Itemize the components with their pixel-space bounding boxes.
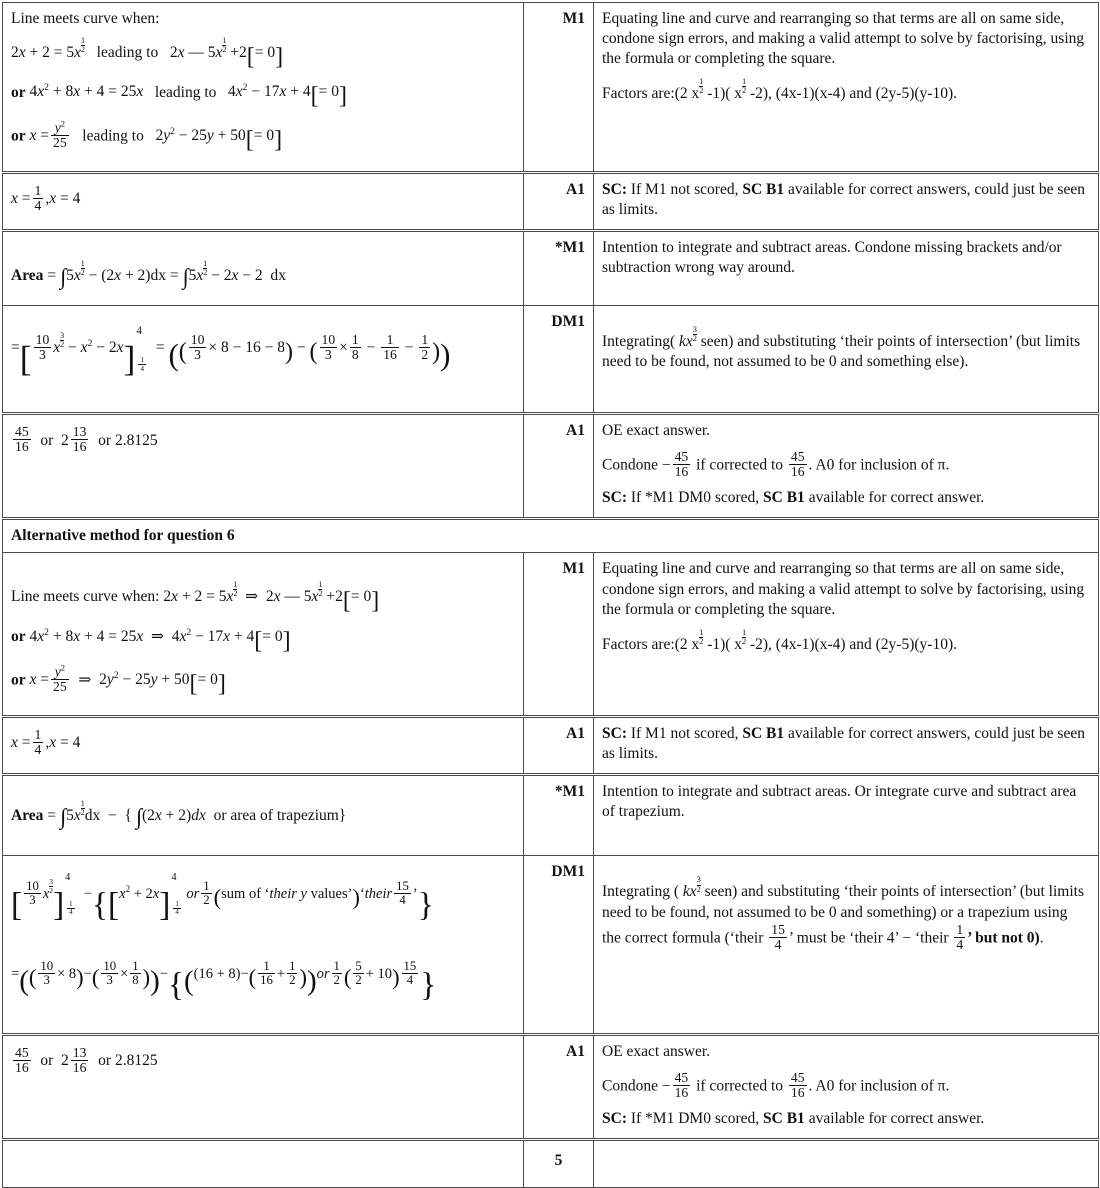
note-integrating: Integrating( kx $\frac{3}{2}$ seen) and substituting ‘their points of intersection’ (but limits need to be found, not assumed to be 0 and something else). [602, 325, 1081, 371]
kx-term: kx [679, 333, 693, 351]
sc-b1-label: SC B1 [742, 724, 785, 742]
table-row [3, 1034, 1099, 1139]
working-cell [3, 856, 524, 1034]
sc-b1-label: SC B1 [763, 1109, 805, 1127]
or-prefix-2: or [11, 671, 26, 689]
definite-integral-equation: =[ $\frac{10}{3}$ x $\frac{3}{2}$ − $x^2 - 2x$] 4 $\frac{1}{4}$ = (( $\frac{10}{3}$ × 8 − 16 − 8) − ( $\frac{10}{3}$ × $\frac{1}{8}$ − $\frac{1}{16}$ − $\frac{1}{2}$ )) [11, 325, 451, 379]
notes-cell [594, 856, 1099, 1034]
notes-cell [594, 716, 1099, 774]
equation-line-1: 2x + 2 = 5x $\frac{1}{2}$ leading to 2x — 5x $\frac{1}{2}$ +2[= 0] [11, 36, 284, 71]
factors-mid2: -2), (4x-1)(x-4) and (2y-5)(y-10). [746, 635, 957, 653]
arrow-3: ⇒ [78, 671, 92, 689]
trapezium-equation-line-1: [ $\frac{10}{3}$ x $\frac{3}{2}$ ] 4 $\frac{1}{4}$ $-\{[x^2 + 2x]$ 4 $\frac{1}{4}$ or $\frac{1}{2}$ (sum of ‘their y values’)‘their $\frac{15}{4}$ ’} [11, 872, 434, 923]
frac-15-num: 15 [771, 921, 785, 937]
final-answer-equation: $\frac{45}{16}$ or 2 $\frac{13}{16}$ or 2.8125 [15, 1044, 158, 1075]
mark-code: M1 [524, 3, 594, 173]
arrow-1: ⇒ [245, 588, 259, 606]
solutions-equation: x = $\frac{1}{4}$ ,x = 4 [11, 726, 81, 757]
note-integrating: Integrating ( kx $\frac{3}{2}$ seen) and substituting ‘their points of intersection’ (but limits need to be found, not assumed to be 0 and something) or a trapezium using the correct formula (‘their $\frac{15}{4}$ ’ must be ‘their 4’ − ‘their $\frac{1}{4}$ ’ but not 0). [602, 875, 1084, 952]
sc-text-a: If *M1 DM0 scored, [626, 489, 764, 507]
alternative-method-header-row [3, 519, 1099, 553]
mark-scheme-table [2, 2, 1099, 1188]
table-row [3, 716, 1099, 774]
working-cell [3, 414, 524, 519]
table-row [3, 775, 1099, 856]
factors-prefix: Factors are:(2 x [602, 635, 700, 653]
table-row [3, 553, 1099, 717]
connector-3: leading to [82, 127, 144, 145]
note-paragraph: Equating line and curve and rearranging so that terms are all on same side, condone sign errors, and making a valid attempt to solve by factorising, using the formula or completing the square. [602, 560, 1085, 618]
sc-text-1: If M1 not scored, [626, 724, 743, 742]
sc-label: SC: [602, 180, 627, 198]
note-factors: Factors are:(2 x $\frac{1}{2}$ -1)( x $\frac{1}{2}$ -2), (4x-1)(x-4) and (2y-5)(y-10). [602, 77, 957, 103]
notes-cell-empty [594, 1140, 1099, 1188]
table-row [3, 306, 1099, 414]
condone-text-a: Condone − [602, 456, 671, 474]
integrating-mid2: ’ must be ‘their 4’ − ‘their [788, 929, 953, 947]
integrating-mid: seen) and substituting ‘their points of intersection’ (but limits need to be found, not assumed to be 0 and something) or a trapezium using the correct formula (‘their [602, 883, 1084, 947]
factors-prefix: Factors are:(2 x [602, 85, 700, 103]
note-condone: Condone − $\frac{45}{16}$ if corrected to $\frac{45}{16}$ . A0 for inclusion of π. [602, 1070, 950, 1100]
note-paragraph: Equating line and curve and rearranging so that terms are all on same side, condone sign errors, and making a valid attempt to solve by factorising, using the formula or completing the square. [602, 10, 1085, 68]
equation-line-2: or $4x^2 + 8x + 4 = 25x$ leading to $4x^2 - 17x + 4[= 0]$ [11, 82, 347, 110]
notes-cell [594, 1034, 1099, 1139]
notes-cell [594, 775, 1099, 856]
integrating-prefix: Integrating( [602, 333, 680, 351]
notes-cell [594, 306, 1099, 414]
mark-code: M1 [524, 553, 594, 717]
condone-text-c: . A0 for inclusion of π. [808, 456, 950, 474]
condone-text-b: if corrected to [692, 1077, 787, 1095]
table-row [3, 3, 1099, 173]
working-cell [3, 1034, 524, 1139]
final-answer-equation: $\frac{45}{16}$ or 2 $\frac{13}{16}$ or 2.8125 [15, 424, 158, 455]
solutions-equation: x = $\frac{1}{4}$ ,x = 4 [11, 182, 81, 213]
mark-code: DM1 [524, 856, 594, 1034]
working-cell-empty [3, 1140, 524, 1188]
condone-text-c: . A0 for inclusion of π. [808, 1077, 950, 1095]
arrow-2: ⇒ [150, 627, 164, 645]
note-paragraph: Intention to integrate and subtract areas. Condone missing brackets and/or subtraction wrong way around. [602, 238, 1062, 277]
working-cell [3, 230, 524, 305]
table-row [3, 172, 1099, 230]
notes-cell [594, 414, 1099, 519]
working-cell [3, 172, 524, 230]
sc-label: SC: [602, 1109, 627, 1127]
note-condone: Condone − $\frac{45}{16}$ if corrected to $\frac{45}{16}$ . A0 for inclusion of π. [602, 449, 950, 480]
but-not-zero: ’ but not 0) [967, 929, 1040, 947]
notes-cell [594, 553, 1099, 717]
mark-code: A1 [524, 1034, 594, 1139]
sc-b1-label: SC B1 [763, 489, 805, 507]
table-row [3, 414, 1099, 519]
or-prefix-1: or [11, 83, 26, 101]
note-sc [602, 1109, 1090, 1129]
connector-2: leading to [154, 83, 217, 101]
note-sc [602, 488, 1090, 508]
working-cell [3, 716, 524, 774]
connector-1: leading to [96, 44, 159, 62]
mark-code: A1 [524, 172, 594, 230]
total-mark: 5 [524, 1140, 594, 1188]
intro-text: Line meets curve when: [11, 588, 160, 606]
sc-label: SC: [602, 489, 627, 507]
note-oe: OE exact answer. [602, 422, 711, 440]
integrating-rest: seen) and substituting ‘their points of intersection’ (but limits need to be found, not assumed to be 0 and something else). [602, 333, 1081, 371]
working-cell [3, 3, 524, 173]
frac-4-den: 4 [769, 937, 787, 952]
sc-text-b: available for correct answer. [804, 1109, 985, 1127]
notes-cell [594, 3, 1099, 173]
sc-b1-label: SC B1 [742, 180, 785, 198]
equation-line-3: or x = $\frac{y^2}{25}$ ⇒ $2y^2 - 25y + 50[= 0]$ [11, 662, 226, 698]
sc-label: SC: [602, 724, 627, 742]
note-sc [602, 724, 1090, 764]
alternative-method-header: Alternative method for question 6 [3, 519, 1099, 553]
mark-code: A1 [524, 716, 594, 774]
working-cell [3, 306, 524, 414]
frac-4b-den: 4 [956, 936, 964, 952]
condone-text-b: if corrected to [692, 456, 787, 474]
working-cell [3, 775, 524, 856]
sc-text-b: available for correct answer. [804, 489, 985, 507]
sc-text-1: If M1 not scored, [626, 180, 743, 198]
area-integral-equation: Area = ∫5x $\frac{1}{2}$ − (2x + 2)dx = ∫5x $\frac{1}{2}$ − 2x − 2 dx [11, 258, 286, 290]
note-sc [602, 180, 1090, 220]
condone-text-a: Condone − [602, 1077, 671, 1095]
or-prefix-1: or [11, 627, 26, 645]
factors-mid1: -1)( x [703, 635, 743, 653]
intro-text: Line meets curve when: [11, 10, 160, 27]
note-factors: Factors are:(2 x $\frac{1}{2}$ -1)( x $\frac{1}{2}$ -2), (4x-1)(x-4) and (2y-5)(y-10). [602, 627, 957, 653]
area-integral-equation: Area = ∫5x $\frac{1}{2}$ dx − { ∫(2x + 2)dx or area of trapezium} [11, 799, 347, 830]
mark-code: A1 [524, 414, 594, 519]
notes-cell [594, 172, 1099, 230]
sc-text-2: available for correct answers, could just be seen as limits. [602, 724, 1085, 763]
note-period: . [1039, 929, 1044, 947]
table-row [3, 230, 1099, 305]
equation-line-3: or x = $\frac{y^2}{25}$ leading to $2y^2 - 25y + 50[= 0]$ [11, 118, 283, 154]
table-row [3, 856, 1099, 1034]
note-paragraph: Intention to integrate and subtract areas. Or integrate curve and subtract area of trapezium. [602, 783, 1077, 821]
equation-line-1: Line meets curve when: 2x + 2 = 5x $\frac{1}{2}$ ⇒ 2x — 5x $\frac{1}{2}$ +2[= 0] [11, 580, 380, 615]
trapezium-equation-line-2: =(( $\frac{10}{3}$ × 8)−( $\frac{10}{3}$ × $\frac{1}{8}$ ))−{((16 + 8)−( $\frac{1}{16}$ + $\frac{1}{2}$ ))or $\frac{1}{2}$ ( $\frac{5}{2}$ + 10) $\frac{15}{4}$ } [11, 959, 437, 1004]
or-prefix-2: or [11, 127, 26, 145]
working-cell [3, 553, 524, 717]
notes-cell [594, 230, 1099, 305]
total-row [3, 1140, 1099, 1188]
mark-code: *M1 [524, 230, 594, 305]
kx-term: kx [682, 883, 697, 901]
mark-code: DM1 [524, 306, 594, 414]
integrating-prefix: Integrating ( [602, 883, 683, 901]
factors-mid1: -1)( x [703, 85, 743, 103]
sc-text-2: available for correct answers, could just be seen as limits. [602, 180, 1085, 218]
factors-mid2: -2), (4x-1)(x-4) and (2y-5)(y-10). [746, 85, 957, 103]
equation-line-2: or $4x^2 + 8x + 4 = 25x$ ⇒ $4x^2 - 17x + 4[= 0]$ [11, 626, 291, 654]
sc-text-a: If *M1 DM0 scored, [626, 1109, 764, 1127]
mark-code: *M1 [524, 775, 594, 856]
frac-1-num: 1 [956, 921, 964, 937]
note-oe: OE exact answer. [602, 1042, 711, 1060]
